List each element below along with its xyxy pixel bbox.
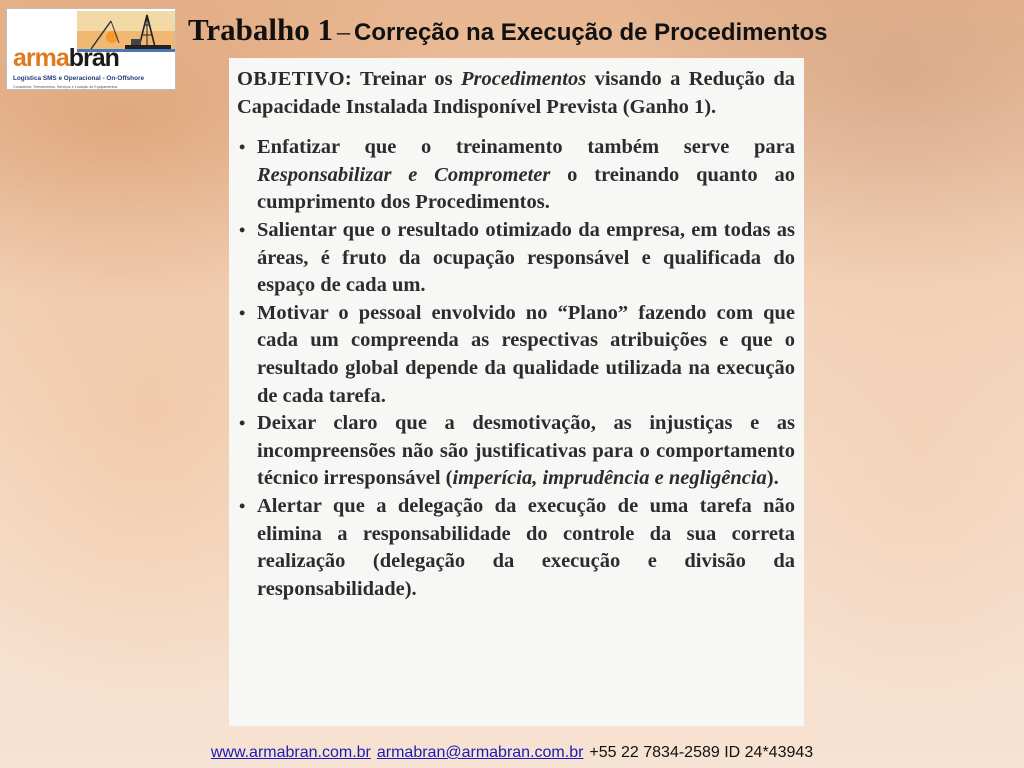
objective-text-italic: Procedimentos [460,68,587,90]
document-panel [229,58,804,726]
website-link[interactable]: www.armabran.com.br [210,744,371,761]
title-dash: – [336,17,350,46]
bullet-icon: • [239,413,246,434]
footer-contact [0,744,1024,762]
title-subtitle: Correção na Execução de Procedimentos [353,19,828,46]
bullet-text: o treinando quanto ao cumprimento dos Procedimentos. [257,163,795,214]
logo-word-part2: bran [68,44,119,72]
phone-text: +55 22 7834-2589 ID 24*43943 [589,744,814,761]
list-item [237,217,795,300]
bullet-text: Alertar que a delegação da execução de uma tarefa não elimina a responsabilidade do controle da sua correta realização (delegação da execução e divisão da responsabilidade). [257,494,795,600]
objective-text-1: Treinar os [352,68,461,90]
bullet-text: Enfatizar que o treinamento também serve para [257,136,795,159]
logo-tagline: Logística SMS e Operacional - On-Offshore [13,75,145,82]
company-logo [6,8,176,90]
bullet-icon: • [239,137,246,158]
list-item [237,134,795,217]
logo-wordmark [13,46,119,71]
bullet-icon: • [239,495,246,516]
bullet-list [237,134,795,603]
bullet-text: ). [766,467,779,490]
list-item [237,410,795,493]
title-main: Trabalho 1 [188,12,333,47]
bullet-text: Motivar o pessoal envolvido no “Plano” fazendo com que cada um compreenda as respectivas atribuições e que o resultado global depende da qualidade utilizada na execução de cada tarefa. [257,301,795,407]
bullet-italic-text: imperícia, imprudência e negligência [452,467,767,490]
bullet-text: Deixar claro que a desmotivação, as injustiças e as incompreensões não são justificativas para o comportamento técnico irresponsável ( [257,412,795,490]
bullet-text: Salientar que o resultado otimizado da empresa, em todas as áreas, é fruto da ocupação responsável e qualificada do espaço de cada um. [257,218,795,297]
slide-title [188,10,828,56]
email-link[interactable]: armabran@armabran.com.br [376,744,584,761]
logo-word-part1: arma [13,44,69,72]
list-item [237,300,795,410]
objective-paragraph [237,66,795,121]
bullet-italic-text: Responsabilizar e Comprometer [257,163,551,186]
logo-subline: Consultoria, Treinamentos, Serviços e Locação de Equipamentos [13,85,118,89]
bullet-icon: • [239,302,246,323]
bullet-icon: • [239,219,246,240]
objective-text-2: visando a Redução da Capacidade Instalada Indisponível Prevista (Ganho 1). [237,68,795,118]
objective-label: OBJETIVO: [237,68,353,90]
list-item [237,493,795,603]
